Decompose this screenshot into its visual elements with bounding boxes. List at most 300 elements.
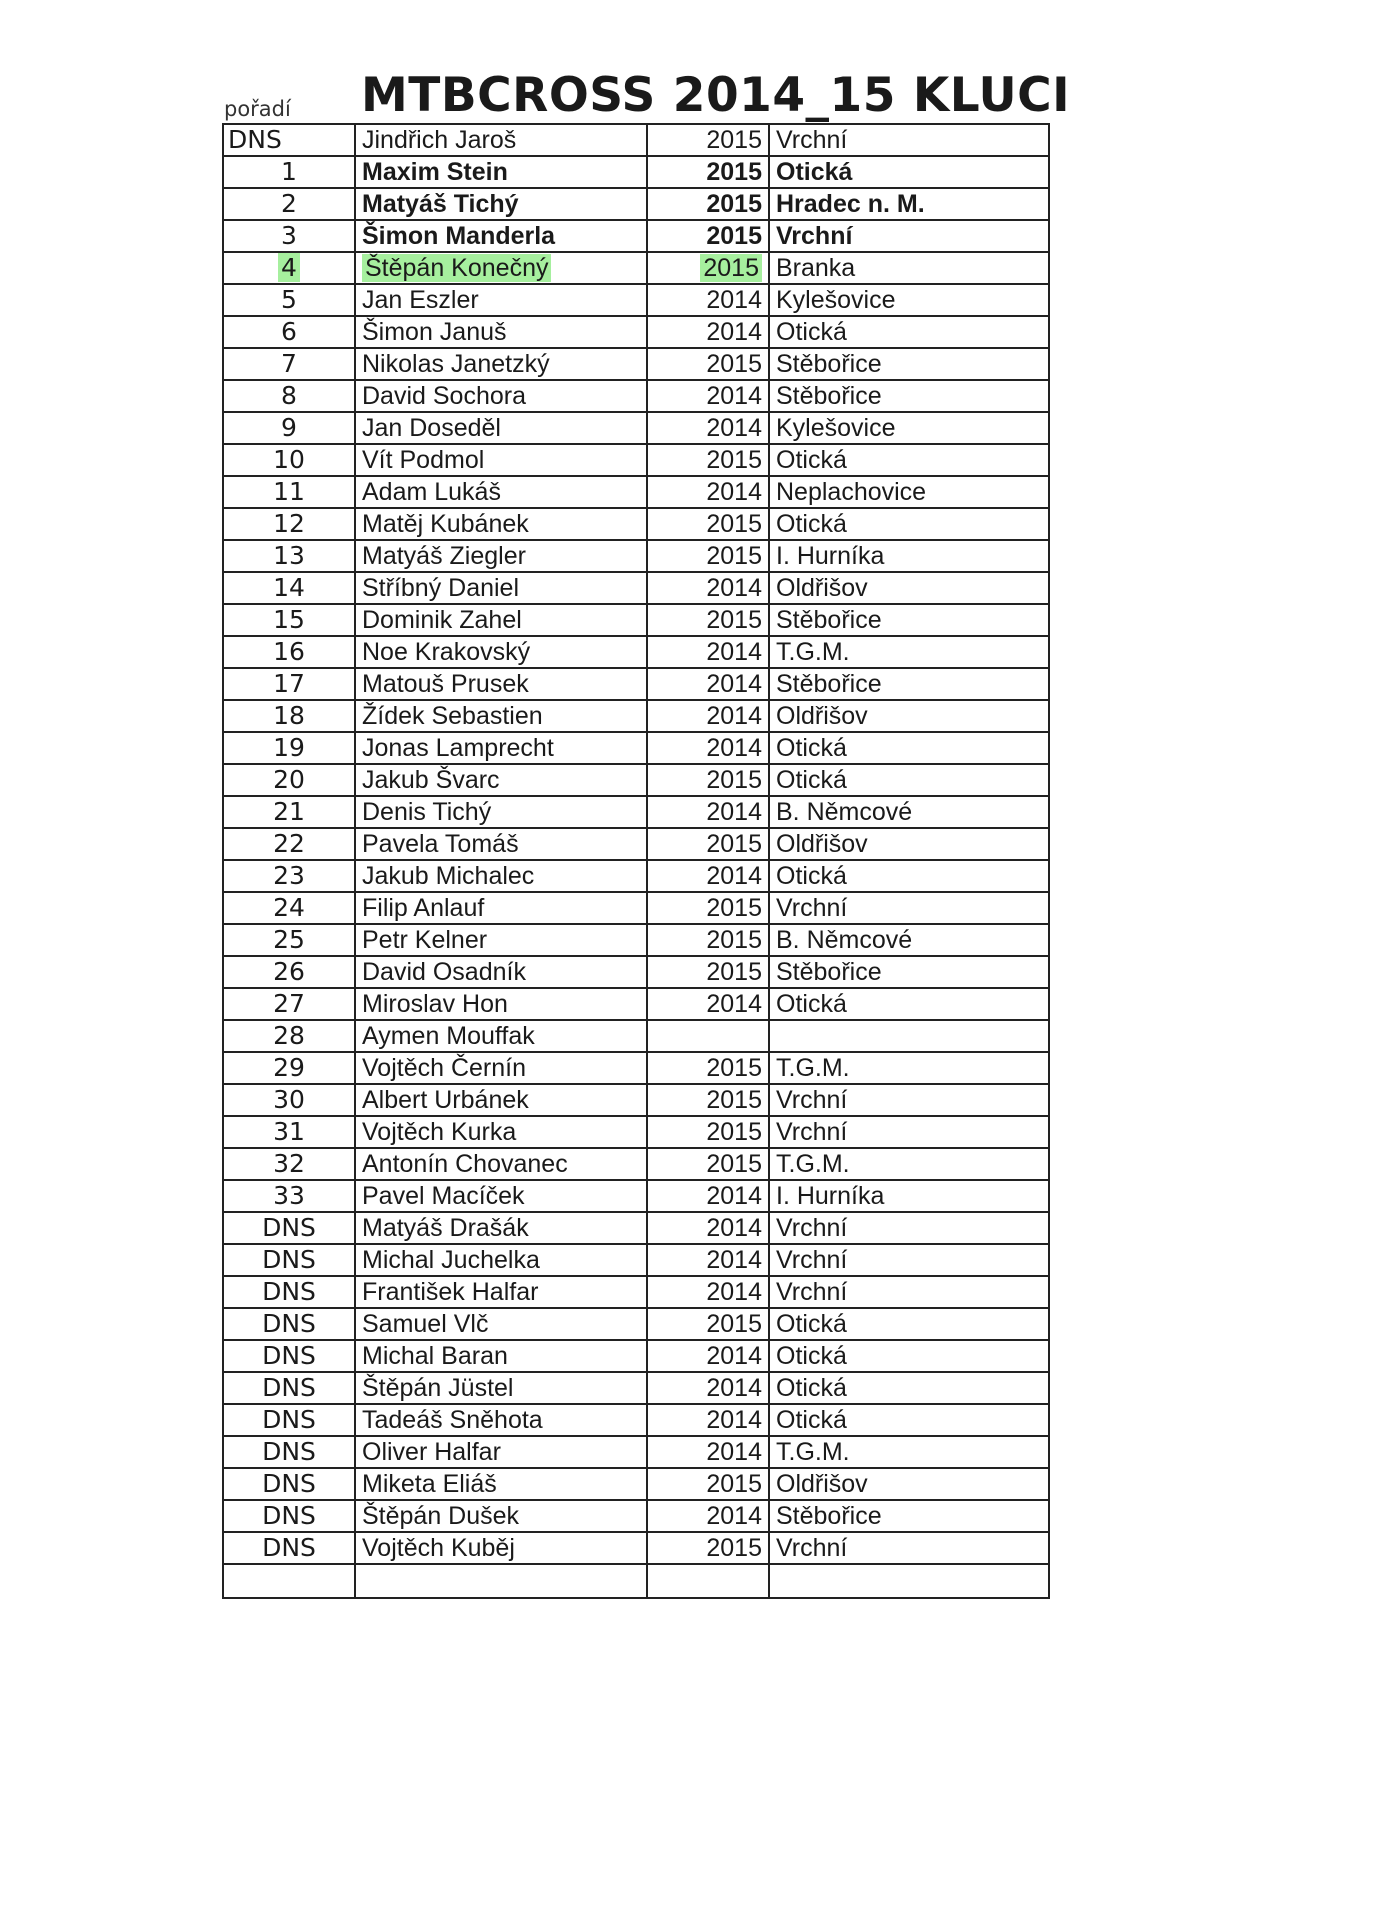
name-cell-text: Filip Anlauf <box>362 894 485 922</box>
year-cell-text: 2015 <box>706 1150 762 1178</box>
place-cell-text: 4 <box>278 253 300 282</box>
table-row <box>223 764 1049 796</box>
name-cell <box>355 1500 647 1532</box>
name-cell-text: Tadeáš Sněhota <box>362 1406 543 1434</box>
place-cell-text: 27 <box>273 989 305 1018</box>
place-cell-text: 31 <box>273 1117 305 1146</box>
club-cell-text: B. Němcové <box>776 926 913 954</box>
place-cell-text: DNS <box>262 1341 316 1370</box>
place-cell <box>223 1564 355 1598</box>
year-cell-text: 2014 <box>706 702 762 730</box>
table-row <box>223 828 1049 860</box>
year-cell <box>647 1212 769 1244</box>
club-cell-text: I. Hurníka <box>776 542 885 570</box>
club-cell-text: Stěbořice <box>776 958 882 986</box>
name-cell <box>355 1148 647 1180</box>
year-cell-text: 2015 <box>706 190 762 218</box>
club-cell <box>769 1212 1049 1244</box>
place-cell <box>223 1468 355 1500</box>
year-cell <box>647 444 769 476</box>
year-cell-text: 2015 <box>706 510 762 538</box>
club-cell <box>769 764 1049 796</box>
place-cell-text: 14 <box>273 573 305 602</box>
name-cell-text: Michal Juchelka <box>362 1246 540 1274</box>
results-table-body <box>223 124 1049 1598</box>
club-cell <box>769 796 1049 828</box>
place-cell <box>223 252 355 284</box>
name-cell <box>355 1340 647 1372</box>
place-cell <box>223 540 355 572</box>
club-cell-text: Vrchní <box>776 1086 848 1114</box>
table-row <box>223 380 1049 412</box>
club-cell <box>769 988 1049 1020</box>
place-cell-text: DNS <box>262 1277 316 1306</box>
year-cell <box>647 156 769 188</box>
table-row <box>223 444 1049 476</box>
name-cell <box>355 828 647 860</box>
table-row <box>223 1052 1049 1084</box>
name-cell <box>355 988 647 1020</box>
year-cell <box>647 1564 769 1598</box>
year-cell <box>647 508 769 540</box>
club-cell-text: Otická <box>776 1310 847 1338</box>
name-cell <box>355 252 647 284</box>
club-cell-text: Vrchní <box>776 222 853 250</box>
name-cell-text: Nikolas Janetzký <box>362 350 550 378</box>
year-cell <box>647 892 769 924</box>
year-cell-text: 2014 <box>706 1182 762 1210</box>
year-cell-text: 2015 <box>706 1118 762 1146</box>
table-row <box>223 732 1049 764</box>
place-cell <box>223 668 355 700</box>
table-row <box>223 924 1049 956</box>
name-cell-text: Michal Baran <box>362 1342 508 1370</box>
name-cell-text: Šimon Januš <box>362 318 507 346</box>
club-cell-text: Otická <box>776 158 853 186</box>
year-cell <box>647 1532 769 1564</box>
name-cell-text: Maxim Stein <box>362 158 508 186</box>
club-cell-text: Hradec n. M. <box>776 190 925 218</box>
year-cell <box>647 1180 769 1212</box>
table-row <box>223 1212 1049 1244</box>
club-cell-text: Oldřišov <box>776 830 868 858</box>
year-cell <box>647 1436 769 1468</box>
place-cell-text: 1 <box>281 157 297 186</box>
name-cell <box>355 1372 647 1404</box>
table-row <box>223 988 1049 1020</box>
place-cell <box>223 732 355 764</box>
name-cell <box>355 924 647 956</box>
place-cell-text: 22 <box>273 829 305 858</box>
club-cell-text: Vrchní <box>776 1534 848 1562</box>
name-cell-text: Stříbný Daniel <box>362 574 520 602</box>
name-cell-text: Adam Lukáš <box>362 478 501 506</box>
place-cell <box>223 220 355 252</box>
table-row <box>223 156 1049 188</box>
year-cell-text: 2014 <box>706 1438 762 1466</box>
year-cell-text: 2015 <box>706 222 762 250</box>
place-cell-text: DNS <box>262 1469 316 1498</box>
year-cell-text: 2015 <box>706 126 762 154</box>
place-cell <box>223 1532 355 1564</box>
club-cell-text: Otická <box>776 446 847 474</box>
club-cell <box>769 124 1049 156</box>
place-cell <box>223 284 355 316</box>
name-cell <box>355 316 647 348</box>
place-cell <box>223 764 355 796</box>
table-row <box>223 1020 1049 1052</box>
club-cell <box>769 828 1049 860</box>
place-cell <box>223 1500 355 1532</box>
club-cell-text: Vrchní <box>776 1214 848 1242</box>
table-row <box>223 796 1049 828</box>
place-cell <box>223 604 355 636</box>
table-row <box>223 1244 1049 1276</box>
year-cell <box>647 1148 769 1180</box>
year-cell <box>647 1340 769 1372</box>
year-cell-text: 2015 <box>706 958 762 986</box>
table-row <box>223 220 1049 252</box>
year-cell-text: 2014 <box>706 1406 762 1434</box>
place-cell-text: 26 <box>273 957 305 986</box>
name-cell-text: Matouš Prusek <box>362 670 529 698</box>
year-cell-text: 2015 <box>706 542 762 570</box>
year-cell <box>647 860 769 892</box>
year-cell-text: 2014 <box>706 990 762 1018</box>
table-row <box>223 284 1049 316</box>
place-cell-text: 2 <box>281 189 297 218</box>
name-cell-text: Albert Urbánek <box>362 1086 529 1114</box>
club-cell <box>769 1340 1049 1372</box>
place-cell-text: 18 <box>273 701 305 730</box>
name-cell <box>355 156 647 188</box>
club-cell <box>769 1564 1049 1598</box>
club-cell-text: Neplachovice <box>776 478 927 506</box>
club-cell <box>769 348 1049 380</box>
table-row <box>223 1404 1049 1436</box>
name-cell <box>355 476 647 508</box>
place-cell-text: DNS <box>262 1405 316 1434</box>
place-cell <box>223 188 355 220</box>
name-cell <box>355 508 647 540</box>
place-cell <box>223 1404 355 1436</box>
name-cell <box>355 1212 647 1244</box>
club-cell-text: Otická <box>776 990 847 1018</box>
place-cell <box>223 988 355 1020</box>
name-cell <box>355 1180 647 1212</box>
year-cell-text: 2014 <box>706 382 762 410</box>
year-cell-text: 2014 <box>706 478 762 506</box>
place-cell-text: 30 <box>273 1085 305 1114</box>
club-cell <box>769 1276 1049 1308</box>
place-cell <box>223 1308 355 1340</box>
place-cell-text: 25 <box>273 925 305 954</box>
year-cell-text: 2014 <box>706 1374 762 1402</box>
place-cell-text: 23 <box>273 861 305 890</box>
table-row <box>223 604 1049 636</box>
year-cell <box>647 604 769 636</box>
club-cell <box>769 700 1049 732</box>
place-cell-text: DNS <box>262 1213 316 1242</box>
club-cell <box>769 956 1049 988</box>
club-cell <box>769 1308 1049 1340</box>
place-cell-text: DNS <box>262 1309 316 1338</box>
poradi-label: pořadí <box>224 97 291 121</box>
table-row <box>223 1500 1049 1532</box>
name-cell-text: Miroslav Hon <box>362 990 508 1018</box>
name-cell <box>355 412 647 444</box>
year-cell <box>647 956 769 988</box>
club-cell-text: Vrchní <box>776 1118 848 1146</box>
table-row <box>223 1116 1049 1148</box>
club-cell <box>769 1404 1049 1436</box>
table-row <box>223 540 1049 572</box>
club-cell-text: B. Němcové <box>776 798 913 826</box>
year-cell <box>647 124 769 156</box>
place-cell <box>223 1052 355 1084</box>
name-cell <box>355 1308 647 1340</box>
name-cell <box>355 1468 647 1500</box>
year-cell <box>647 700 769 732</box>
name-cell <box>355 604 647 636</box>
club-cell-text: Stěbořice <box>776 1502 882 1530</box>
year-cell-text: 2015 <box>706 830 762 858</box>
year-cell <box>647 1468 769 1500</box>
table-row <box>223 348 1049 380</box>
year-cell <box>647 188 769 220</box>
name-cell-text: Matyáš Ziegler <box>362 542 526 570</box>
name-cell <box>355 284 647 316</box>
table-row <box>223 1564 1049 1598</box>
club-cell-text: Otická <box>776 1374 847 1402</box>
club-cell <box>769 924 1049 956</box>
club-cell <box>769 444 1049 476</box>
name-cell-text: František Halfar <box>362 1278 539 1306</box>
place-cell-text: DNS <box>262 1501 316 1530</box>
name-cell <box>355 220 647 252</box>
year-cell <box>647 220 769 252</box>
club-cell <box>769 604 1049 636</box>
club-cell-text: Vrchní <box>776 126 848 154</box>
place-cell-text: 5 <box>281 285 297 314</box>
club-cell <box>769 252 1049 284</box>
year-cell <box>647 284 769 316</box>
place-cell <box>223 316 355 348</box>
place-cell <box>223 860 355 892</box>
place-cell <box>223 636 355 668</box>
name-cell-text: Vojtěch Kurka <box>362 1118 517 1146</box>
place-cell <box>223 476 355 508</box>
club-cell-text: T.G.M. <box>776 638 850 666</box>
year-cell-text: 2015 <box>706 926 762 954</box>
club-cell <box>769 860 1049 892</box>
year-cell-text: 2015 <box>706 446 762 474</box>
name-cell <box>355 668 647 700</box>
club-cell <box>769 476 1049 508</box>
name-cell <box>355 444 647 476</box>
name-cell <box>355 1116 647 1148</box>
club-cell-text: Otická <box>776 1406 847 1434</box>
place-cell <box>223 1372 355 1404</box>
name-cell-text: Miketa Eliáš <box>362 1470 497 1498</box>
club-cell-text: Kylešovice <box>776 414 896 442</box>
place-cell <box>223 412 355 444</box>
year-cell-text: 2014 <box>706 1342 762 1370</box>
club-cell <box>769 220 1049 252</box>
results-table <box>222 123 1050 1599</box>
table-row <box>223 700 1049 732</box>
year-cell-text: 2015 <box>706 1310 762 1338</box>
table-row <box>223 1372 1049 1404</box>
name-cell-text: Jonas Lamprecht <box>362 734 554 762</box>
club-cell <box>769 540 1049 572</box>
place-cell <box>223 892 355 924</box>
place-cell-text: 32 <box>273 1149 305 1178</box>
club-cell <box>769 572 1049 604</box>
name-cell-text: Vít Podmol <box>362 446 485 474</box>
year-cell-text: 2015 <box>706 894 762 922</box>
club-cell-text: I. Hurníka <box>776 1182 885 1210</box>
year-cell-text: 2015 <box>706 158 762 186</box>
name-cell-text: Jan Eszler <box>362 286 479 314</box>
name-cell <box>355 1532 647 1564</box>
year-cell <box>647 380 769 412</box>
place-cell-text: 13 <box>273 541 305 570</box>
name-cell-text: Štěpán Dušek <box>362 1502 520 1530</box>
table-row <box>223 1532 1049 1564</box>
table-row <box>223 476 1049 508</box>
year-cell-text: 2015 <box>706 1470 762 1498</box>
name-cell <box>355 380 647 412</box>
year-cell <box>647 764 769 796</box>
place-cell <box>223 700 355 732</box>
year-cell-text: 2015 <box>700 254 762 282</box>
name-cell-text: Jakub Michalec <box>362 862 535 890</box>
place-cell <box>223 1148 355 1180</box>
year-cell <box>647 476 769 508</box>
year-cell <box>647 1308 769 1340</box>
name-cell <box>355 1436 647 1468</box>
year-cell-text: 2014 <box>706 574 762 602</box>
place-cell-text: 6 <box>281 317 297 346</box>
club-cell <box>769 636 1049 668</box>
name-cell-text: Pavel Macíček <box>362 1182 525 1210</box>
place-cell-text: DNS <box>262 1437 316 1466</box>
place-cell-text: 8 <box>281 381 297 410</box>
year-cell-text: 2014 <box>706 638 762 666</box>
place-cell <box>223 156 355 188</box>
year-cell <box>647 412 769 444</box>
table-row <box>223 1180 1049 1212</box>
club-cell <box>769 156 1049 188</box>
table-row <box>223 1084 1049 1116</box>
place-cell <box>223 1436 355 1468</box>
club-cell-text: Vrchní <box>776 894 848 922</box>
year-cell-text: 2014 <box>706 286 762 314</box>
place-cell-text: 24 <box>273 893 305 922</box>
name-cell-text: Antonín Chovanec <box>362 1150 568 1178</box>
table-row <box>223 252 1049 284</box>
year-cell-text: 2015 <box>706 606 762 634</box>
place-cell <box>223 348 355 380</box>
name-cell-text: Štěpán Jüstel <box>362 1374 514 1402</box>
place-cell <box>223 1180 355 1212</box>
name-cell <box>355 764 647 796</box>
year-cell-text: 2015 <box>706 1534 762 1562</box>
year-cell-text: 2014 <box>706 1502 762 1530</box>
table-row <box>223 1148 1049 1180</box>
name-cell <box>355 348 647 380</box>
place-cell <box>223 572 355 604</box>
name-cell-text: Oliver Halfar <box>362 1438 501 1466</box>
year-cell <box>647 316 769 348</box>
place-cell-text: 29 <box>273 1053 305 1082</box>
place-cell <box>223 796 355 828</box>
club-cell <box>769 284 1049 316</box>
name-cell-text: Matyáš Tichý <box>362 190 519 218</box>
place-cell <box>223 956 355 988</box>
club-cell <box>769 1020 1049 1052</box>
place-cell-text: 17 <box>273 669 305 698</box>
club-cell <box>769 1532 1049 1564</box>
year-cell <box>647 540 769 572</box>
club-cell <box>769 1436 1049 1468</box>
club-cell <box>769 1148 1049 1180</box>
name-cell-text: David Osadník <box>362 958 526 986</box>
name-cell <box>355 1244 647 1276</box>
club-cell <box>769 1180 1049 1212</box>
year-cell <box>647 924 769 956</box>
place-cell-text: 33 <box>273 1181 305 1210</box>
club-cell-text: Stěbořice <box>776 382 882 410</box>
year-cell-text: 2014 <box>706 862 762 890</box>
place-cell <box>223 1116 355 1148</box>
table-row <box>223 1436 1049 1468</box>
club-cell-text: Stěbořice <box>776 606 882 634</box>
place-cell <box>223 1244 355 1276</box>
club-cell <box>769 732 1049 764</box>
name-cell-text: Jakub Švarc <box>362 766 500 794</box>
name-cell-text: Šimon Manderla <box>362 222 556 250</box>
name-cell <box>355 796 647 828</box>
year-cell <box>647 796 769 828</box>
table-row <box>223 668 1049 700</box>
place-cell <box>223 444 355 476</box>
table-row <box>223 956 1049 988</box>
place-cell <box>223 1276 355 1308</box>
table-row <box>223 412 1049 444</box>
club-cell <box>769 412 1049 444</box>
year-cell-text: 2014 <box>706 414 762 442</box>
table-row <box>223 1276 1049 1308</box>
table-row <box>223 188 1049 220</box>
year-cell <box>647 1020 769 1052</box>
club-cell <box>769 892 1049 924</box>
name-cell-text: Aymen Mouffak <box>362 1022 535 1050</box>
club-cell <box>769 316 1049 348</box>
place-cell-text: 7 <box>281 349 297 378</box>
place-cell-text: 19 <box>273 733 305 762</box>
club-cell-text: Vrchní <box>776 1246 848 1274</box>
name-cell-text: Samuel Vlč <box>362 1310 489 1338</box>
place-cell-text: 28 <box>273 1021 305 1050</box>
name-cell-text: David Sochora <box>362 382 526 410</box>
club-cell <box>769 1116 1049 1148</box>
place-cell-text: 9 <box>281 413 297 442</box>
club-cell-text: Otická <box>776 734 847 762</box>
year-cell-text: 2015 <box>706 1054 762 1082</box>
year-cell <box>647 1052 769 1084</box>
